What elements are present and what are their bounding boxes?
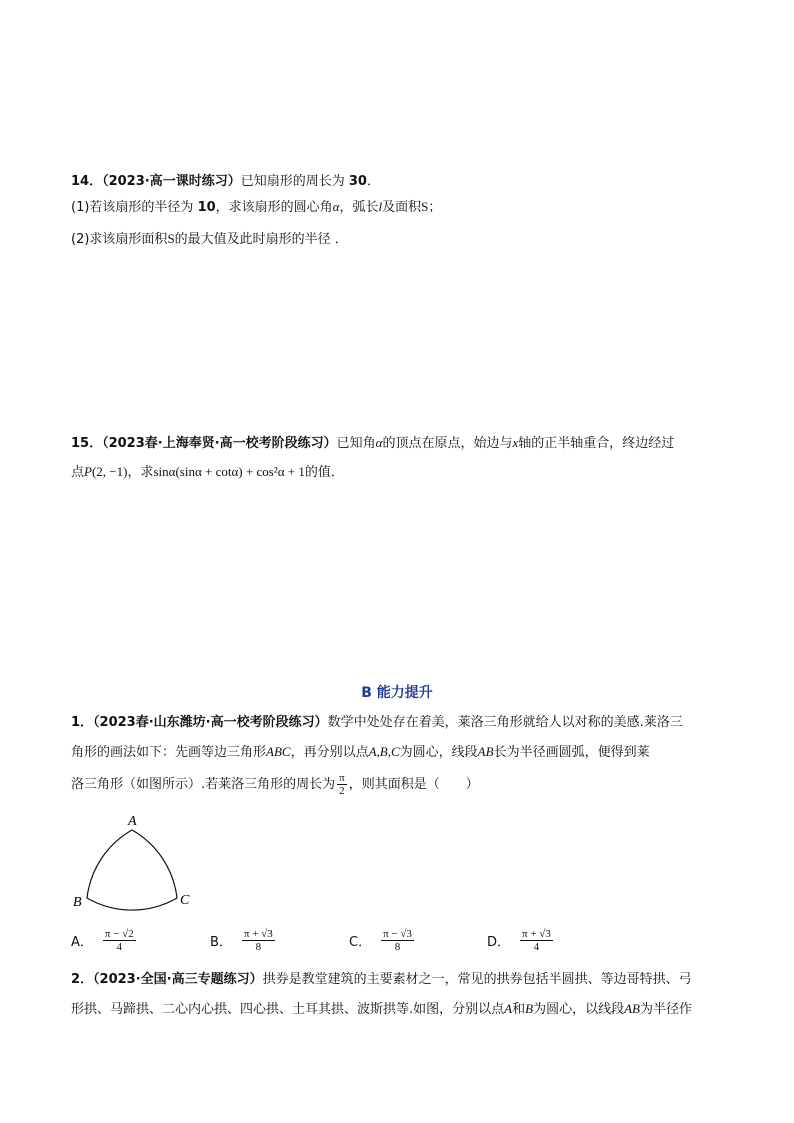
option-d-den: 4 — [533, 941, 540, 953]
option-d-letter: D． — [487, 935, 511, 950]
option-c-num: π − √3 — [383, 928, 412, 940]
b1-perimeter-fraction — [337, 772, 347, 797]
option-d-fraction — [520, 928, 553, 953]
q14-part1-text3: ，弧长 — [339, 200, 379, 215]
q14-stem: 已知扇形的周长为 — [240, 174, 349, 189]
q15-number: 15． — [71, 436, 103, 451]
figure-label-a: A — [128, 814, 137, 829]
option-d-num: π + √3 — [522, 928, 551, 940]
b2-AB: AB — [624, 1001, 640, 1016]
b1-line-2 — [71, 742, 650, 763]
option-b-fraction — [242, 928, 275, 953]
b1-line-3 — [71, 772, 479, 798]
option-b[interactable] — [210, 928, 277, 953]
b1-text2: 角形的画法如下：先画等边三角形 — [71, 745, 267, 760]
q14-source: （2023·高一课时练习） — [102, 174, 241, 189]
option-b-letter: B． — [210, 935, 232, 950]
figure-label-b: B — [73, 895, 82, 910]
b2-B: B — [525, 1001, 534, 1016]
option-c-letter: C． — [349, 935, 372, 950]
q15-coords: (2, −1) — [91, 464, 128, 479]
q15-text2: 的顶点在原点，始边与 — [382, 436, 513, 451]
b2-source: （2023·全国·高三专题练习） — [93, 972, 263, 987]
q14-stem-end: ． — [366, 174, 380, 189]
b2-line-1 — [71, 970, 692, 990]
option-a[interactable] — [71, 928, 138, 953]
q14-perimeter: 30 — [348, 174, 367, 189]
b1-text6: 洛三角形（如图所示）.若莱洛三角形的周长为 — [71, 777, 336, 792]
q15-source: （2023春·上海奉贤·高一校考阶段练习） — [102, 436, 337, 451]
option-b-den: 8 — [255, 941, 262, 953]
option-c-fraction — [381, 928, 414, 953]
q15-point-label: 点 — [71, 465, 85, 480]
q15-expression: sinα(sinα + cotα) + cos²α + 1 — [153, 464, 305, 479]
q15-line-1 — [71, 433, 674, 454]
option-a-den: 4 — [116, 941, 123, 953]
q14-l: l — [378, 199, 383, 214]
b1-points: A,B,C — [368, 744, 400, 759]
b1-text7: ，则其面积是（ ） — [348, 777, 479, 792]
b2-text: 拱券是教堂建筑的主要素材之一，常见的拱券包括半圆拱、等边哥特拱、弓 — [262, 972, 692, 987]
b2-text3: 和 — [512, 1002, 526, 1017]
option-d[interactable] — [487, 928, 555, 953]
b1-text3: ，再分别以点 — [290, 745, 369, 760]
b1-number: 1． — [71, 715, 94, 730]
b2-text4: 为圆心，以线段 — [533, 1002, 625, 1017]
q14-part-2 — [71, 229, 348, 250]
b1-ABC: ABC — [266, 744, 291, 759]
q15-line-2 — [71, 462, 344, 483]
section-title: B 能力提升 — [361, 685, 433, 701]
q14-part1-text: 若该扇形的半径为 — [89, 200, 198, 215]
figure-label-c: C — [180, 893, 190, 908]
b1-source: （2023春·山东潍坊·高一校考阶段练习） — [93, 715, 328, 730]
b1-AB: AB — [477, 744, 494, 759]
q15-alpha: α — [375, 435, 383, 450]
q15-text: 已知角 — [336, 436, 376, 451]
b1-text: 数学中处处存在着美，莱洛三角形就给人以对称的美感.莱洛三 — [327, 715, 683, 730]
reuleaux-triangle-figure — [70, 810, 200, 920]
q14-part1-text4: 及面积 — [382, 200, 422, 215]
q14-number: 14． — [71, 174, 103, 189]
b1-text4: 为圆心，线段 — [399, 745, 478, 760]
q15-text4: ，求 — [127, 465, 154, 480]
reuleaux-outline — [87, 830, 177, 910]
option-a-letter: A． — [71, 935, 93, 950]
b2-text2: 形拱、马蹄拱、二心内心拱、四心拱、土耳其拱、波斯拱等.如图，分别以点 — [71, 1002, 505, 1017]
q14-alpha: α — [332, 199, 340, 214]
q14-radius: 10 — [197, 200, 216, 215]
q14-part-1 — [71, 197, 441, 218]
q15-text3: 轴的正半轴重合，终边经过 — [518, 436, 675, 451]
b1-frac-num: π — [339, 772, 345, 784]
q14-part2-text2: 的最大值及此时扇形的半径 ． — [174, 232, 348, 247]
q15-x: x — [512, 435, 519, 450]
b2-A: A — [504, 1001, 513, 1016]
b2-number: 2． — [71, 972, 94, 987]
q14-part2-label: (2) — [71, 232, 90, 247]
b1-text5: 长为半径画圆弧，便得到莱 — [493, 745, 650, 760]
q15-P: P — [84, 464, 92, 479]
q14-S: S — [421, 199, 429, 214]
option-b-num: π + √3 — [243, 928, 273, 940]
b2-text5: 为半径作 — [639, 1002, 692, 1017]
option-c-den: 8 — [394, 941, 401, 953]
q14-part1-text2: ，求该扇形的圆心角 — [215, 200, 333, 215]
q14-line-1 — [71, 172, 380, 192]
q15-text5: 的值． — [304, 465, 344, 480]
b1-frac-den: 2 — [339, 785, 345, 797]
option-c[interactable] — [349, 928, 416, 953]
q14-part2-text: 求该扇形面积 — [89, 232, 168, 247]
b2-line-2 — [71, 999, 692, 1020]
q14-part1-end: ； — [428, 200, 442, 215]
b1-line-1 — [71, 713, 683, 733]
q14-part1-label: (1) — [71, 200, 90, 215]
option-a-fraction — [103, 928, 136, 953]
q14-part2-S: S — [167, 231, 175, 246]
option-a-num: π − √2 — [104, 928, 134, 940]
